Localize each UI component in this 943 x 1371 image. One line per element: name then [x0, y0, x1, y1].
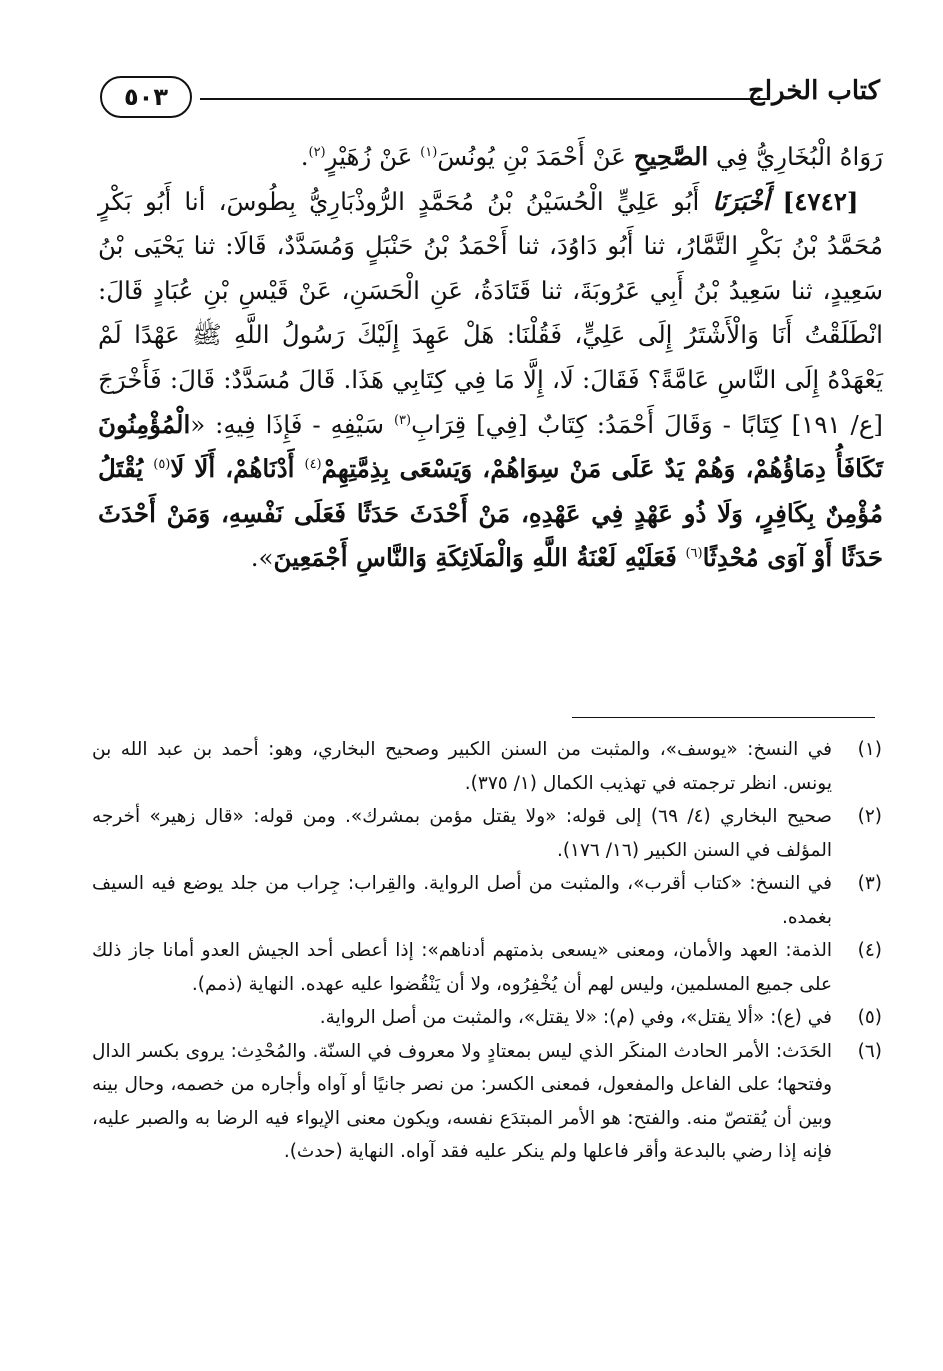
- text-segment: .: [300, 142, 309, 171]
- footnote-ref[interactable]: (٢): [308, 144, 326, 160]
- akhbarana-label: أَخْبَرَنَا: [712, 186, 770, 216]
- footnote-number: (٥): [857, 1007, 882, 1028]
- header-rule: [200, 98, 770, 100]
- footnote-ref[interactable]: (٦): [685, 546, 703, 562]
- page-number-frame: [100, 76, 192, 118]
- hadith-matn: أَدْنَاهُمْ، أَلَا لَا: [170, 454, 305, 484]
- footnote-text: في النسخ: «كتاب أقرب»، والمثبت من أصل الرواية. والقِراب: جِراب من جلد يوضع فيه السيف بغمده.: [92, 873, 832, 928]
- footnote-text: في النسخ: «يوسف»، والمثبت من السنن الكبير وصحيح البخاري، وهو: أحمد بن عبد الله بن يونس. انظر ترجمته في تهذيب الكمال (١/ ٣٧٥).: [92, 739, 832, 794]
- page-number: ٥٠٣: [124, 83, 168, 111]
- text-segment: عَنْ زُهَيْرٍ: [325, 142, 421, 171]
- footnote-number: (٢): [857, 806, 882, 827]
- footnote-number: (٦): [857, 1040, 882, 1062]
- footnote-text: صحيح البخاري (٤/ ٦٩) إلى قوله: «ولا يقتل مؤمن بمشرك». ومن قوله: «قال زهير» أخرجه المؤلف في السنن الكبير (١٦/ ١٧٦).: [92, 806, 832, 861]
- footnote-separator: [572, 717, 875, 718]
- footnote-number: (٤): [857, 940, 882, 961]
- footnote-number: (٣): [857, 873, 882, 894]
- footnotes: [92, 733, 882, 1169]
- footnote-ref[interactable]: (٣): [393, 412, 412, 428]
- footnote: [92, 733, 882, 800]
- footnote-ref[interactable]: (٥): [153, 457, 171, 472]
- text-segment: سَيْفِهِ - فَإِذَا فِيهِ: «: [190, 409, 394, 439]
- footnote-ref[interactable]: (١): [420, 144, 438, 160]
- hadith-number: [٤٧٤٢]: [782, 186, 859, 216]
- footnote: [92, 934, 882, 1001]
- sahih-label: الصَّحِيحِ: [633, 142, 709, 171]
- text-segment: رَوَاهُ الْبُخَارِيُّ فِي: [708, 142, 883, 171]
- hadith-matn: الْمُؤْمِنُونَ تَكَافَأُ دِمَاؤُهُمْ، وَهُمْ يَدٌ عَلَى مَنْ سِوَاهُمْ، وَيَسْعَى بِذِمَّتِهِمْ: [98, 409, 883, 484]
- page-header: [100, 70, 880, 130]
- footnote-text: الذمة: العهد والأمان، ومعنى «يسعى بذمتهم أدناهم»: إذا أعطى أحد الجيش العدو أمانا جاز ذلك على جميع المسلمين، وليس لهم أن يُخْفِرُوه، ولا أن يَنْقُضوا عليه عهده. النهاية (ذمم).: [92, 940, 832, 995]
- hadith-matn: يُقْتَلُ مُؤْمِنٌ بِكَافِرٍ، وَلَا ذُو عَهْدٍ فِي عَهْدِهِ، مَنْ أَحْدَثَ حَدَثًا فَعَلَى نَفْسِهِ، وَمَنْ أَحْدَثَ حَدَثًا أَوْ آوَى مُحْدِثًا: [98, 454, 883, 573]
- text-segment: ».: [250, 543, 274, 573]
- footnote: [92, 1001, 882, 1035]
- footnote-ref[interactable]: (٤): [304, 457, 322, 472]
- main-text: [98, 135, 883, 581]
- footnote: [92, 867, 882, 934]
- footnote: [92, 800, 882, 867]
- footnote-number: (١): [857, 739, 882, 760]
- text-segment: عَنْ أَحْمَدَ بْنِ يُونُسَ: [437, 142, 634, 171]
- paragraph-bukhari-note: [98, 135, 883, 180]
- footnote-text: في (ع): «ألا يقتل»، وفي (م): «لا يقتل»، والمثبت من أصل الرواية.: [319, 1007, 832, 1028]
- book-title: كتاب الخراج: [748, 76, 880, 106]
- footnote: [92, 1035, 882, 1169]
- isnad-text: أَبُو عَلِيٍّ الْحُسَيْنُ بْنُ مُحَمَّدٍ الرُّوذْبَارِيُّ بِطُوسَ، أنا أَبُو بَكْرٍ مُحَمَّدُ بْنُ بَكْرٍ التَّمَّارُ، ثنا أَبُو دَاوُدَ، ثنا أَحْمَدُ بْنُ حَنْبَلٍ وَمُسَدَّدٌ، قَالَا: ثنا يَحْيَى بْنُ سَعِيدٍ، ثنا سَعِيدُ بْنُ أَبِي عَرُوبَةَ، ثنا قَتَادَةُ، عَنِ الْحَسَنِ، عَنْ قَيْسِ بْنِ عُبَادٍ قَالَ: انْطَلَقْتُ أَنَا وَالْأَشْتَرُ إِلَى عَلِيٍّ، فَقُلْنَا: هَلْ عَهِدَ إِلَيْكَ رَسُولُ اللَّهِ ﷺ عَهْدًا لَمْ يَعْهَدْهُ إِلَى النَّاسِ عَامَّةً؟ فَقَالَ: لَا، إِلَّا مَا فِي كِتَابِي هَذَا. قَالَ مُسَدَّدٌ: قَالَ: فَأَخْرَجَ [ع/ ١٩١] كِتَابًا - وَقَالَ أَحْمَدُ: كِتَابٌ [فِي] قِرَابِ: [98, 186, 883, 439]
- paragraph-hadith: [98, 180, 883, 581]
- footnote-text: الحَدَث: الأمر الحادث المنكَر الذي ليس بمعتادٍ ولا معروف في السنّة. والمُحْدِث: يروى بكسر الدال وفتحها؛ على الفاعل والمفعول، فمعنى الكسر: من نصر جانيًا أو آواه وأجاره من خصمه، وحال بينه وبين أن يُقتصّ منه. والفتح: هو الأمر المبتدَع نفسه، ويكون معنى الإيواء فيه الرضا به والصبر عليه، فإنه إذا رضي بالبدعة وأقر فاعلها ولم ينكر عليه فقد آواه. النهاية (حدث).: [92, 1040, 832, 1162]
- hadith-matn: فَعَلَيْهِ لَعْنَةُ اللَّهِ وَالْمَلَائِكَةِ وَالنَّاسِ أَجْمَعِينَ: [273, 543, 686, 573]
